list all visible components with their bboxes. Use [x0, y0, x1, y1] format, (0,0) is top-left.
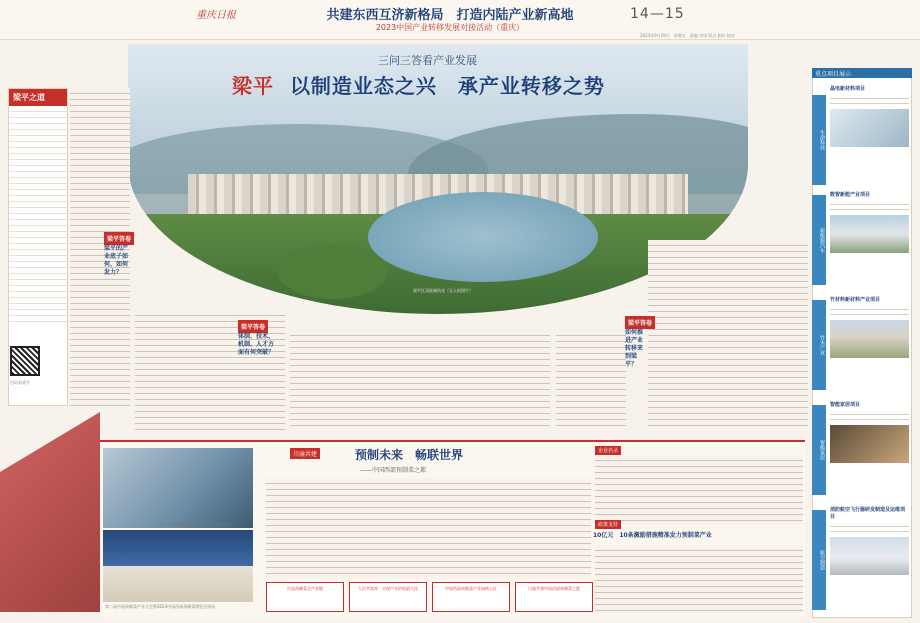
category-band: 生命科技: [812, 95, 826, 185]
lake: [368, 192, 598, 282]
project-title: 智能家居项目: [830, 402, 861, 408]
hero-kicker: 三问三答看产业发展: [378, 54, 477, 67]
right-sidebar-header: 重点项目展示: [812, 68, 912, 78]
page-title: [232, 70, 605, 99]
text-column: [595, 545, 803, 613]
project-photo: [830, 425, 909, 463]
project-photo: [830, 215, 909, 253]
project-card: [812, 400, 912, 463]
project-photo: [830, 109, 909, 147]
masthead-subtitle: 2023中国产业转移发展对接活动（重庆）: [375, 23, 525, 32]
photo-caption: 第二届中国预制菜产业大会暨2023中国西部预制菜博览会现场: [105, 604, 216, 609]
sidebar-text: [9, 106, 67, 326]
conference-photo: [103, 530, 253, 602]
newspaper-logo: 重庆日报: [196, 10, 236, 21]
sub-headline: 10亿元 10条激励措施精准发力预制菜产业: [593, 532, 712, 539]
qr-caption: 扫码看梁平: [10, 380, 30, 385]
title-place: 梁平: [232, 74, 274, 98]
masthead-headline: 共建东西互济新格局 打造内陆产业新高地: [326, 8, 574, 23]
bottom-subtitle: ——中国西部预制菜之都: [360, 467, 427, 474]
qr-code-icon[interactable]: [10, 346, 40, 376]
text-column: [648, 240, 808, 430]
column-tag: 政策支持: [595, 520, 621, 529]
bottom-tag: 川渝共建: [290, 448, 320, 459]
project-card: [812, 190, 912, 253]
section-tag: 梁平答卷: [238, 320, 268, 333]
project-photo: [830, 537, 909, 575]
project-photo: [830, 320, 909, 358]
info-boxes: [266, 582, 596, 612]
info-box: 打造预制菜全产业链: [266, 582, 344, 612]
decorative-fan: [0, 412, 100, 612]
page-numbers: 14—15: [630, 6, 685, 22]
category-band: 航空制造: [812, 510, 826, 610]
event-photo: [103, 448, 253, 528]
section-tag: 梁平答卷: [625, 316, 655, 329]
project-card: [812, 84, 912, 147]
project-title: 晶电新材料项目: [830, 86, 866, 92]
photo-caption: 第一届西部预制菜产业大会 本报记者摄: [160, 522, 232, 527]
masthead: [0, 0, 920, 40]
title-rest: 以制造业态之兴 承产业转移之势: [289, 74, 605, 98]
info-box: 川渝共建中国西部预制菜之都: [515, 582, 593, 612]
project-card: [812, 505, 912, 575]
text-column: [556, 330, 626, 430]
project-title: 消防航空飞行器研发制造及运维项目: [830, 507, 906, 520]
sidebar-header: 梁平之道: [9, 89, 67, 106]
photo-credit: 梁平区双桂湖风光（无人机照片）: [413, 288, 473, 293]
project-card: [812, 295, 912, 358]
bottom-title: 预制未来 畅联世界: [355, 448, 464, 462]
info-box: 人民共富裕 实现产业价值最大化: [349, 582, 427, 612]
info-box: 中国西部预制菜产业园核心区: [432, 582, 510, 612]
issue-date: 2023年9月29日 星期五 责编 审读 版式 制作 校对: [640, 33, 735, 38]
section-subhead: 体制、技术、机制、人才方面有何突破？: [238, 333, 275, 356]
intro-text: [278, 103, 738, 143]
text-column: [266, 478, 591, 578]
section-tag: 梁平答卷: [104, 232, 134, 245]
text-column: [595, 455, 803, 525]
text-column: [290, 330, 550, 430]
category-band: 新能源汽车: [812, 195, 826, 285]
project-title: 竹材料新材料产业项目: [830, 297, 881, 303]
section-subhead: 如何推进产业转移来到梁平？: [625, 329, 644, 368]
project-title: 数智新能产业项目: [830, 192, 871, 198]
section-subhead: 梁平的产业底子如何，如何发力？: [104, 245, 129, 276]
column-tag: 企业名录: [595, 446, 621, 455]
category-band: 智能家居: [812, 405, 826, 495]
category-band: 竹木产业: [812, 300, 826, 390]
